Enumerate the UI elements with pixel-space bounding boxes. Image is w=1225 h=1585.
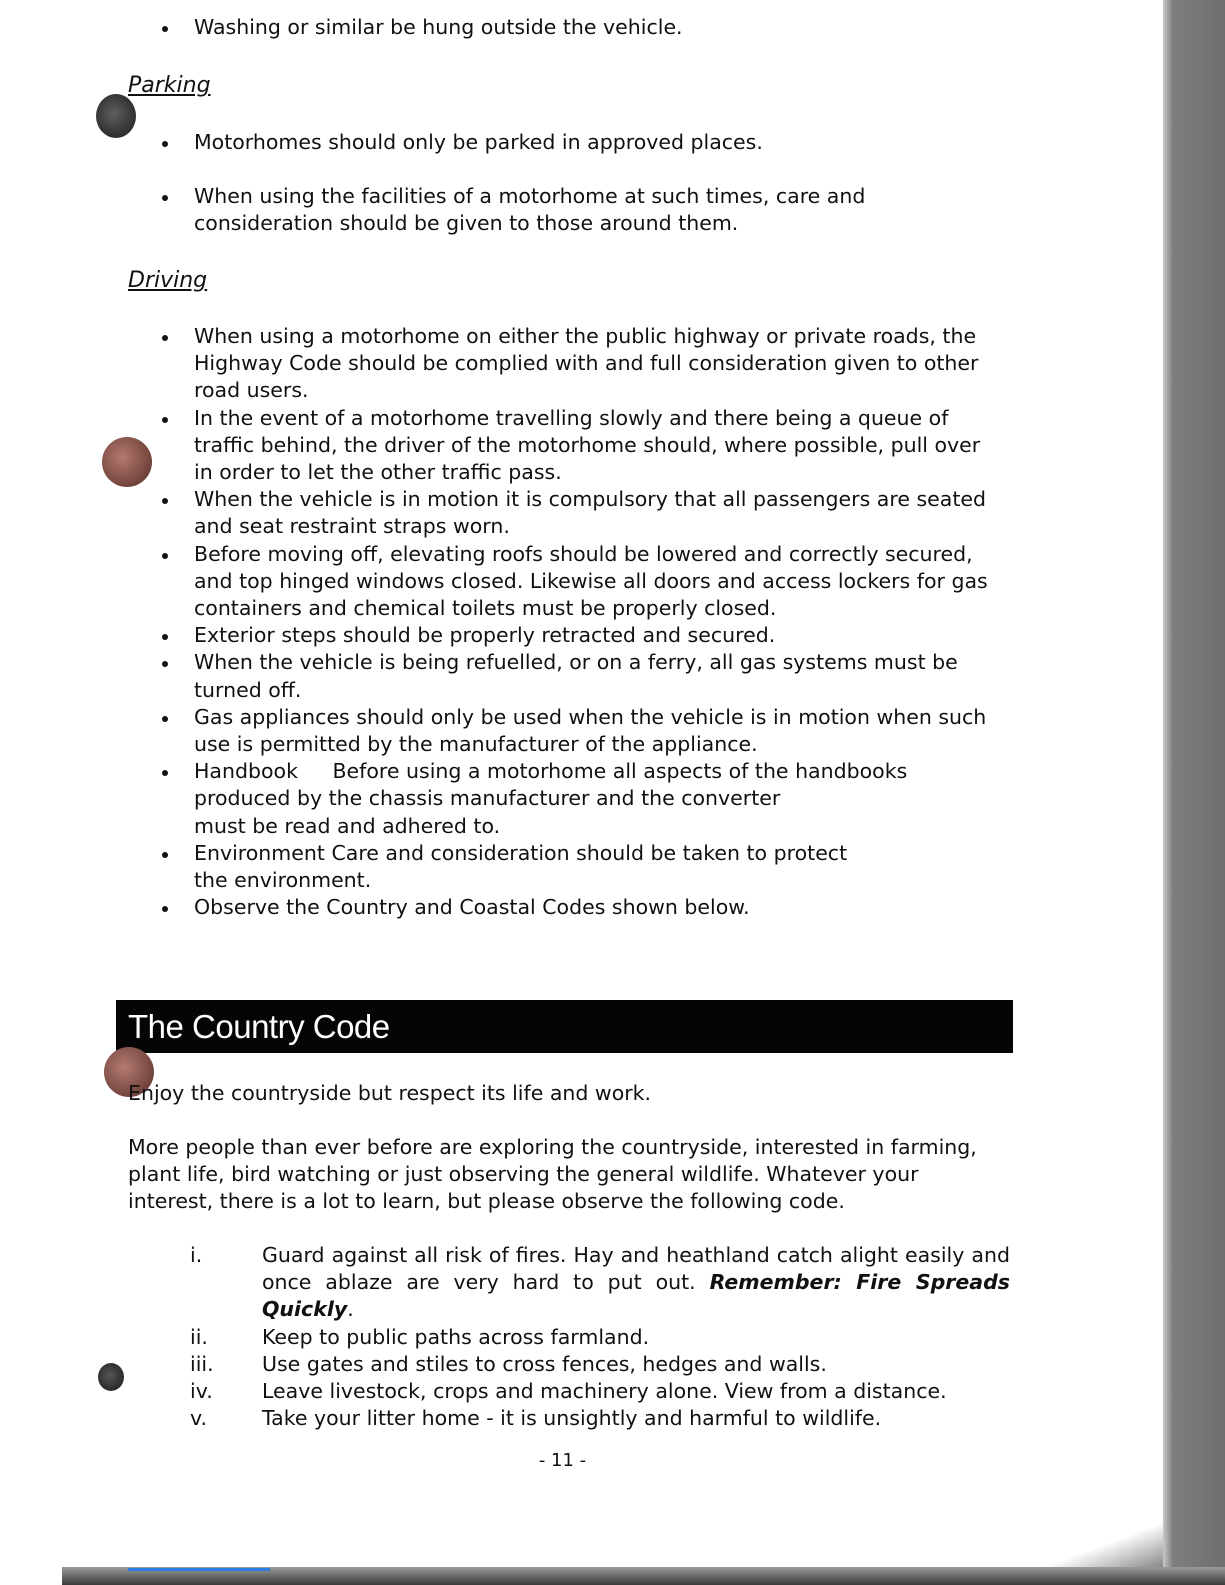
list-item: In the event of a motorhome travelling slowly and there being a queue of traffic behind, the driver of the motorhome should, where possible, pull over in order to let the other traffic pass. — [160, 405, 1005, 487]
list-item — [190, 1324, 1010, 1351]
item-text: Take your litter home - it is unsightly and harmful to wildlife. — [262, 1406, 882, 1431]
handbook-text-2: produced by the chassis manufacturer and the converter — [194, 786, 781, 811]
item-number: v. — [190, 1406, 208, 1431]
scan-edge-right — [1163, 0, 1225, 1585]
item-text: Keep to public paths across farmland. — [262, 1324, 650, 1349]
item-number: i. — [190, 1243, 203, 1267]
handbook-label: Handbook — [194, 759, 298, 784]
intro-paragraph: More people than ever before are exploring the countryside, interested in farming, plant life, bird watching or just observing the general wildlife. Whatever your interest, there is a lot to learn, but please observe the following code. — [128, 1135, 977, 1214]
item-text: Use gates and stiles to cross fences, hedges and walls. — [262, 1351, 827, 1376]
list-item: Motorhomes should only be parked in approved places. — [160, 129, 980, 156]
list-item: When using a motorhome on either the public highway or private roads, the Highway Code should be complied with and full consideration given to other road users. — [160, 323, 1005, 405]
item-number: ii. — [190, 1324, 208, 1349]
environment-text: Care and consideration should be taken to protect the environment. — [194, 840, 848, 893]
item-emphasis: Remember: Fire Spreads Quickly — [262, 1270, 1010, 1322]
scan-mark — [128, 1568, 270, 1571]
punch-hole — [102, 437, 152, 487]
list-item — [190, 1351, 1010, 1378]
washing-list — [160, 14, 1000, 41]
country-code-list — [190, 1242, 1010, 1432]
parking-list — [160, 129, 980, 238]
list-item: i. Guard against all risk of fires. Hay and heathland catch alight easily and once ablaze are very hard to put out. Remember: Fire Spreads Quickly. — [190, 1242, 1010, 1324]
page-number: - 11 - — [538, 1450, 587, 1471]
list-item-environment — [160, 840, 874, 894]
item-text: Leave livestock, crops and machinery alone. View from a distance. — [262, 1379, 947, 1404]
item-text: Guard against all risk of fires. Hay and heathland catch alight easily and once ablaze are very hard to put out. — [262, 1243, 1010, 1295]
list-item: Before moving off, elevating roofs should be lowered and correctly secured, and top hinged windows closed. Likewise all doors and access lockers for gas containers and chemical toilets must be properly closed. — [160, 541, 1005, 623]
list-item — [190, 1405, 1010, 1432]
list-item — [190, 1378, 1010, 1405]
punch-hole — [96, 94, 136, 138]
driving-list — [160, 323, 1005, 921]
section-banner — [116, 1000, 1013, 1053]
list-item-handbook — [160, 758, 1005, 840]
section-title: The Country Code — [128, 1008, 390, 1045]
parking-heading: Parking — [128, 73, 211, 98]
environment-label: Environment — [194, 840, 325, 865]
list-item: When the vehicle is being refuelled, or on a ferry, all gas systems must be turned off. — [160, 649, 1005, 703]
list-item: Exterior steps should be properly retracted and secured. — [160, 622, 1005, 649]
list-item: Washing or similar be hung outside the vehicle. — [160, 14, 1000, 41]
scan-shadow — [1043, 1522, 1163, 1567]
list-item: When using the facilities of a motorhome at such times, care and consideration should be given to those around them. — [160, 183, 980, 237]
list-item: Gas appliances should only be used when the vehicle is in motion when such use is permitted by the manufacturer of the appliance. — [160, 704, 1005, 758]
item-number: iii. — [190, 1351, 214, 1376]
handbook-text-3: must be read and adhered to. — [194, 813, 501, 838]
punch-hole — [98, 1363, 124, 1391]
list-item: Observe the Country and Coastal Codes shown below. — [160, 894, 1005, 921]
driving-heading: Driving — [128, 268, 208, 293]
item-number: iv. — [190, 1379, 213, 1404]
list-item: When the vehicle is in motion it is compulsory that all passengers are seated and seat restraint straps worn. — [160, 486, 1005, 540]
handbook-text-1: Before using a motorhome all aspects of the handbooks — [332, 759, 908, 784]
intro-text: Enjoy the countryside but respect its life and work. — [128, 1081, 652, 1105]
